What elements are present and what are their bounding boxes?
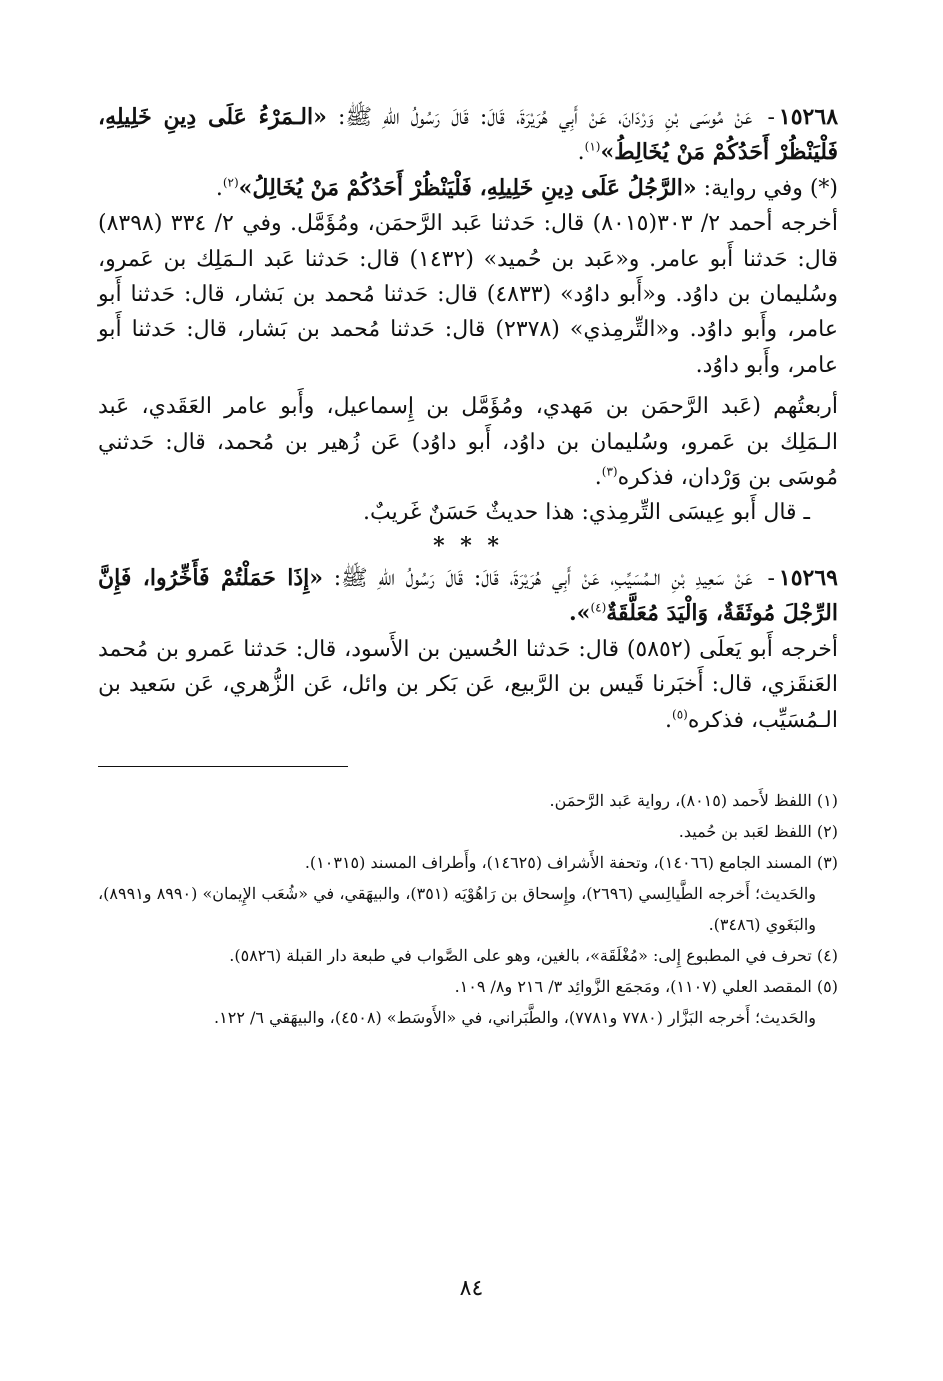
hadith-matn: «إِذَا حَمَلْتُمْ فَأَخِّرُوا، فَإِنَّ الرِّجْلَ مُوثَقَةٌ، وَالْيَدَ مُعَلَّقَةٌ (98, 564, 838, 627)
footnote-5-continued: والحَديث؛ أَخرجه البَزَّار (٧٧٨٠ و٧٧٨١)، والطَّبَراني، في «الأَوسَط» (٤٥٠٨)، والبيهَقي ٦/ ١٢٢. (214, 1007, 816, 1027)
footnote-divider (98, 766, 348, 767)
footnote-ref: (٣) (601, 464, 618, 479)
footnote-ref: (٢) (222, 175, 239, 190)
main-text (98, 100, 838, 738)
variant-prefix: (*) وفي رواية: (703, 175, 838, 201)
footnote-4: (٤) تحرف في المطبوع إِلى: «مُغْلَقَة»، بالغين، وهو على الصَّواب في طبعة دار القبلة (٥٨٢٦). (229, 945, 838, 965)
footnote-3: (٣) المسند الجامع (١٤٠٦٦)، وتحفة الأَشراف (١٤٦٢٥)، وأَطراف المسند (١٠٣١٥). (304, 852, 838, 872)
footnote-ref: (٥) (672, 707, 688, 722)
hadith-takhrij: أخرجه أحمد ٢/ ٣٠٣(٨٠١٥) قال: حَدثنا عَبد الرَّحمَن، ومُؤَمَّل. وفي ٢/ ٣٣٤ (٨٣٩٨) قال: حَدثنا أَبو عامر. و«عَبد بن حُميد» (١٤٣٢) قال: حَدثنا عَبد الـمَلِك بن عَمرو، وسُليمان بن داوُد. و«أَبو داوُد» (٤٨٣٣) قال: حَدثنا مُحمد بن بَشار، قال: حَدثنا أَبو عامر، وأَبو داوُد. و«التِّرمِذي» (٢٣٧٨) قال: حَدثنا مُحمد بن بَشار، قال: حَدثنا أَبو عامر، وأَبو داوُد. (98, 211, 839, 378)
hadith-variant: (*) وفي رواية: «الرَّجُلُ عَلَى دِينِ خَلِيلِهِ، فَلْيَنْظُرْ أَحَدُكُمْ مَنْ يُخَالِلُ»$^{(٢)}$. (215, 174, 838, 201)
footnote-ref: (٤) (590, 600, 607, 615)
footnote-ref: (١) (584, 140, 601, 155)
hadith-15268-opening: ١٥٢٦٨- عَنْ مُوسَى بْنِ وَرْدَانَ، عَنْ أَبِي هُرَيْرَةَ، قَالَ: قَالَ رَسُولُ اللهِ ﷺ: «الـمَرْءُ عَلَى دِينِ خَلِيلِهِ، فَلْيَنْظُرْ أَحَدُكُمْ مَنْ يُخَالِطُ»$^{(١)}$. (98, 104, 839, 166)
hadith-matn: «الـمَرْءُ عَلَى دِينِ خَلِيلِهِ، فَلْيَنْظُرْ أَحَدُكُمْ مَنْ يُخَالِطُ» (98, 104, 838, 166)
footnote-3-continued: والحَديث؛ أَخرجه الطَّيالِسي (٢٦٩٦)، وإِسحاق بن رَاهُوْيَه (٣٥١)، والبيهَقي، في «شُعَب الإِيمان» (٨٩٩٠ و٨٩٩١)، والبَغَوي (٣٤٨٦). (98, 883, 817, 934)
footnotes (98, 785, 838, 1033)
hadith-number: ١٥٢٦٩ (778, 564, 838, 591)
hadith-isnad: عَنْ مُوسَى بْنِ وَرْدَانَ، عَنْ أَبِي هُرَيْرَةَ، قَالَ: قَالَ رَسُولُ اللهِ ﷺ: (338, 105, 753, 130)
page-content (98, 100, 838, 1033)
hadith-combined-chain: أربعتُهم (عَبد الرَّحمَن بن مَهدي، ومُؤَمَّل بن إِسماعيل، وأَبو عامر العَقَدي، عَبد الـمَلِك بن عَمرو، وسُليمان بن داوُد، أَبو داوُد) عَن زُهير بن مُحمد، قال: حَدثني مُوسَى بن وَرْدان، فذكره$^{(٣)}$. (98, 394, 838, 491)
tirmidhi-remark: ـ قال أَبو عِيسَى التِّرمِذي: هذا حديثٌ حَسَنٌ غَريبٌ. (363, 500, 810, 526)
hadith-takhrij: أخرجه أَبو يَعلَى (٥٨٥٢) قال: حَدثنا الحُسين بن الأَسود، قال: حَدثنا عَمرو بن مُحمد العَنقَزي، قال: أَخبَرنا قَيس بن الرَّبيع، عَن بَكر بن وائل، عَن الزُّهري، عَن سَعيد بن الـمُسَيِّب، فذكره$^{(٥)}$. (98, 636, 838, 733)
footnote-1: (١) اللفظ لأَحمد (٨٠١٥)، رواية عَبد الرَّحمَن. (549, 790, 838, 810)
hadith-isnad: عَنْ سَعِيدِ بْنِ الـمُسَيِّبِ، عَنْ أَبِي هُرَيْرَةَ، قَالَ: قَالَ رَسُولُ اللهِ ﷺ: (333, 565, 753, 591)
section-separator: * * * (433, 532, 503, 559)
page-number: ٨٤ (459, 1276, 484, 1301)
hadith-number: ١٥٢٦٨ (778, 104, 839, 130)
variant-text: «الرَّجُلُ عَلَى دِينِ خَلِيلِهِ، فَلْيَنْظُرْ أَحَدُكُمْ مَنْ يُخَالِلُ» (238, 174, 697, 201)
footnote-5: (٥) المقصد العلي (١١٠٧)، ومَجمَع الزَّوائِد ٣/ ٢١٦ و٨/ ١٠٩. (454, 976, 838, 996)
hadith-15269-opening: ١٥٢٦٩- عَنْ سَعِيدِ بْنِ الـمُسَيِّبِ، عَنْ أَبِي هُرَيْرَةَ، قَالَ: قَالَ رَسُولُ اللهِ ﷺ: «إِذَا حَمَلْتُمْ فَأَخِّرُوا، فَإِنَّ الرِّجْلَ مُوثَقَةٌ، وَالْيَدَ مُعَلَّقَةٌ$^{(٤)}$». (98, 564, 838, 627)
footnote-2: (٢) اللفظ لعَبد بن حُميد. (678, 821, 838, 841)
